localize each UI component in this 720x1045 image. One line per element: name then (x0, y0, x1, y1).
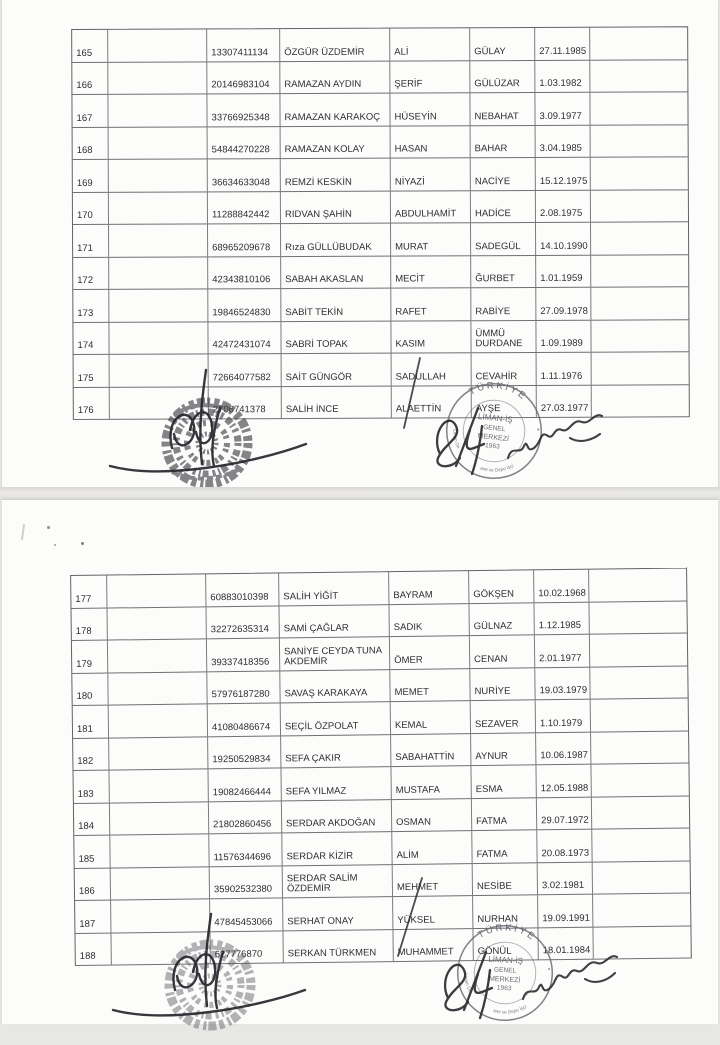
cell-father: SABAHATTİN (391, 734, 471, 766)
personnel-table-page-2 (70, 567, 692, 966)
cell-father: ALİM (392, 831, 472, 863)
cell-no: 173 (73, 290, 109, 322)
cell-mother: FATMA (472, 798, 537, 830)
cell-birth: 14.10.1990 (536, 223, 591, 255)
cell-name: SABRİ TOPAK (281, 321, 391, 353)
cell-mother: CEVAHİR (472, 353, 537, 385)
cell-mother: AYNUR (471, 733, 536, 765)
cell-no: 186 (75, 868, 111, 900)
cell-name: SERDAR AKDOĞAN (282, 800, 392, 833)
cell-sp2 (591, 698, 688, 731)
table-row (72, 92, 687, 127)
cell-id: 13307411134 (207, 29, 280, 61)
cell-mother: BAHAR (471, 125, 536, 157)
table-row (73, 222, 688, 257)
scan-smudge (21, 524, 25, 540)
cell-birth: 15.12.1975 (536, 158, 591, 190)
cell-sp1 (111, 867, 210, 900)
cell-mother: AYŞE (472, 385, 537, 417)
cell-birth: 12.05.1988 (536, 765, 591, 797)
cell-id: 35902532380 (210, 866, 283, 898)
cell-father: SADIK (389, 604, 469, 636)
cell-birth: 19.09.1991 (538, 895, 593, 927)
cell-mother: RABİYE (471, 288, 536, 320)
cell-id: 20146983104 (207, 62, 280, 94)
cell-birth: 2.01.1977 (535, 635, 590, 667)
cell-name: RAMAZAN KOLAY (281, 126, 391, 158)
diagonal-signature-icon (502, 396, 607, 471)
cell-father: OSMAN (392, 799, 472, 831)
cell-father: ALAETTİN (392, 386, 472, 418)
cell-name: ÖZGÜR ÜZDEMİR (280, 29, 390, 61)
table-row (73, 125, 688, 160)
cell-mother: NACİYE (471, 158, 536, 190)
cell-birth: 1.09.1989 (536, 320, 591, 352)
cell-sp2 (591, 731, 688, 764)
cell-mother: NURHAN (473, 895, 538, 927)
cell-sp1 (110, 802, 209, 835)
cell-birth: 18.01.1984 (538, 927, 593, 959)
cell-id: 19250529834 (208, 736, 281, 768)
cell-sp2 (592, 352, 689, 384)
cell-name: RAMAZAN AYDIN (280, 61, 390, 93)
ink-stamp-signature-icon (105, 910, 320, 1045)
cell-no: 188 (75, 933, 111, 965)
cell-id: 19846524830 (208, 289, 281, 321)
cell-mother: NEBAHAT (470, 93, 535, 125)
cell-sp2 (592, 828, 689, 861)
cell-no: 174 (73, 322, 109, 354)
cell-name: SEFA ÇAKIR (281, 735, 391, 768)
cell-name: SABİT TEKİN (281, 289, 391, 321)
cell-name: SAİT GÜNGÖR (282, 354, 392, 386)
cell-name: SALİH YİĞİT (279, 572, 389, 605)
cell-sp2 (592, 796, 689, 829)
cell-father: ÖMER (390, 636, 470, 668)
stamp-country-arc: TÜRKİYE (467, 380, 530, 403)
cell-birth: 1.12.1985 (534, 602, 589, 634)
cell-mother: NURİYE (470, 668, 535, 700)
stamp-bottom-arc: ane ve Depo İşçi (492, 1004, 528, 1016)
cell-mother: GÜLAY (470, 28, 535, 60)
pen-stroke-icon (392, 872, 428, 962)
table-row (72, 27, 687, 62)
cell-father: HÜSEYİN (390, 93, 470, 125)
diagonal-signature-icon (517, 937, 622, 1012)
cell-father: ABDULHAMİT (391, 191, 471, 223)
cell-no: 179 (72, 641, 108, 673)
cell-birth: 1.11.1976 (537, 353, 592, 385)
cell-father: KASIM (391, 321, 471, 353)
cell-father: MURAT (391, 223, 471, 255)
cell-name: SERDAR KİZİR (282, 832, 392, 865)
cell-id: 68965209678 (208, 224, 281, 256)
cell-mother: CENAN (470, 635, 535, 667)
cell-name: SAMİ ÇAĞLAR (279, 605, 389, 638)
cell-no: 172 (73, 257, 109, 289)
cell-name: SABAH AKASLAN (281, 256, 391, 288)
cell-mother: SEZAVER (471, 700, 536, 732)
cell-id: 54844270228 (208, 127, 281, 159)
stamp-star-left: * (448, 418, 452, 426)
cell-id: 60883010398 (206, 573, 279, 605)
cell-no: 183 (73, 771, 109, 803)
cell-name: SERKAN TÜRKMEN (283, 930, 393, 963)
cell-birth: 1.10.1979 (536, 700, 591, 732)
cell-sp2 (593, 893, 690, 926)
cell-id: 41080486674 (208, 703, 281, 735)
table-row (73, 157, 688, 192)
cell-no: 170 (73, 192, 109, 224)
cell-birth: 1.03.1982 (535, 60, 590, 92)
cell-no: 185 (74, 836, 110, 868)
cell-name: SAVAŞ KARAKAYA (280, 670, 390, 703)
document-page-1 (2, 0, 718, 487)
cell-mother: GÖKŞEN (469, 570, 534, 602)
cell-id: 42472431074 (208, 322, 281, 354)
cell-sp1 (110, 834, 209, 867)
cell-sp2 (591, 222, 688, 254)
cell-no: 168 (73, 127, 109, 159)
cell-birth: 27.11.1985 (535, 28, 590, 60)
cell-no: 176 (74, 387, 110, 419)
stamp-left-arc: Liman De (462, 973, 473, 994)
cell-father: HASAN (391, 126, 471, 158)
cell-sp2 (593, 861, 690, 894)
cell-sp2 (591, 255, 688, 287)
document-page-2 (2, 500, 718, 1024)
cell-no: 167 (72, 95, 108, 127)
cell-sp1 (107, 574, 206, 607)
cell-sp2 (590, 27, 687, 59)
cell-no: 165 (72, 30, 108, 62)
table-row (72, 60, 687, 95)
cell-father: MEMET (390, 669, 470, 701)
cell-id: 42343810106 (208, 257, 281, 289)
cell-no: 182 (73, 738, 109, 770)
cell-father: MEHMET (393, 864, 473, 896)
cell-sp2 (591, 287, 688, 319)
cell-birth: 29.07.1972 (537, 797, 592, 829)
cell-id: 32272635314 (206, 606, 279, 638)
cell-id: 11576344696 (209, 833, 282, 865)
cell-name: Rıza GÜLLÜBUDAK (281, 224, 391, 256)
cell-sp2 (590, 666, 687, 699)
cell-father: MUHAMMET (393, 929, 473, 961)
ink-stamp-signature-icon (102, 368, 317, 503)
cell-birth: 19.03.1979 (535, 667, 590, 699)
cell-sp2 (589, 568, 686, 601)
cell-mother: ÜMMÜ DURDANE (471, 320, 536, 352)
cell-mother: ESMA (471, 765, 536, 797)
stamp-org-name: LİMAN-İŞ (477, 411, 514, 425)
stamp-star-right: * (547, 967, 551, 975)
scan-speck (81, 542, 84, 545)
cell-name: RIDVAN ŞAHİN (281, 191, 391, 223)
cell-no: 166 (72, 62, 108, 94)
cell-id: 627776870 (210, 931, 283, 963)
cell-mother: GÜLÜZAR (470, 60, 535, 92)
cell-mother: FATMA (472, 830, 537, 862)
cell-sp1 (109, 704, 208, 737)
cell-id: 39337418356 (207, 638, 280, 670)
cell-name: SANİYE CEYDA TUNA AKDEMİR (280, 637, 390, 670)
cell-birth: 10.06.1987 (536, 732, 591, 764)
cell-id: 36634633048 (208, 159, 281, 191)
scan-speck (54, 544, 56, 546)
cell-sp1 (108, 94, 207, 126)
stamp-org-line2: GENEL (493, 966, 517, 975)
cell-father: MUSTAFA (391, 766, 471, 798)
cell-birth: 27.09.1978 (536, 288, 591, 320)
cell-id: 21802860456 (209, 801, 282, 833)
cell-sp1 (108, 62, 207, 94)
cell-sp1 (109, 127, 208, 159)
cell-name: RAMAZAN KARAKOÇ (280, 94, 390, 126)
cell-sp1 (107, 607, 206, 640)
cell-id: 47845453066 (210, 898, 283, 930)
cell-father: MECİT (391, 256, 471, 288)
cell-no: 180 (72, 673, 108, 705)
cell-name: SERHAT ONAY (283, 897, 393, 930)
cell-sp1 (109, 769, 208, 802)
cell-sp2 (591, 763, 688, 796)
scan-speck (47, 526, 50, 529)
cell-birth: 3.09.1977 (535, 93, 590, 125)
cell-sp1 (108, 29, 207, 61)
cell-mother: HADİCE (471, 190, 536, 222)
cell-mother: GÜLNAZ (469, 603, 534, 635)
cell-id: 72664077582 (209, 354, 282, 386)
cell-sp2 (589, 601, 686, 634)
stamp-org-line3: MERKEZİ (488, 974, 521, 985)
cell-id: 57976187280 (207, 671, 280, 703)
stamp-org-name: LİMAN-İŞ (488, 954, 524, 966)
personnel-table-page-1 (71, 26, 690, 420)
cell-id: 33766925348 (207, 94, 280, 126)
cell-father: BAYRAM (389, 571, 469, 603)
cell-name: SALİH İNCE (282, 386, 392, 418)
cell-no: 178 (71, 608, 107, 640)
cell-birth: 27.03.1977 (537, 385, 592, 417)
cell-name: SEFA YILMAZ (281, 767, 391, 800)
cell-father: KEMAL (391, 701, 471, 733)
cell-father: ŞERİF (390, 61, 470, 93)
cell-sp1 (109, 322, 208, 354)
stamp-year: 1963 (496, 984, 512, 993)
cell-sp1 (109, 289, 208, 321)
cell-father: ALİ (390, 28, 470, 60)
cell-mother: NESİBE (473, 863, 538, 895)
cell-id: 2706741378 (209, 387, 282, 419)
cell-sp1 (109, 257, 208, 289)
table-row (73, 287, 688, 322)
handwritten-initials-icon (434, 940, 504, 1020)
cell-sp1 (108, 639, 207, 672)
cell-sp2 (590, 92, 687, 124)
stamp-left-arc: Liman De (451, 429, 461, 450)
cell-sp1 (109, 159, 208, 191)
cell-no: 177 (71, 576, 107, 608)
cell-birth: 20.08.1973 (537, 830, 592, 862)
cell-id: 11288842442 (208, 192, 281, 224)
cell-sp1 (109, 224, 208, 256)
cell-birth: 1.01.1959 (536, 255, 591, 287)
handwritten-initials-icon (426, 396, 496, 476)
cell-father: NİYAZİ (391, 158, 471, 190)
stamp-country-arc: TÜRKİYE (475, 922, 539, 944)
cell-birth: 2.08.1975 (536, 190, 591, 222)
cell-father: YÜKSEL (393, 896, 473, 928)
stamp-org-line2: GENEL (482, 423, 506, 434)
cell-no: 181 (73, 706, 109, 738)
cell-name: SERDAR SALİM ÖZDEMİR (283, 865, 393, 898)
stamp-org-line3: MERKEZİ (477, 431, 510, 444)
cell-sp1 (109, 737, 208, 770)
cell-birth: 3.04.1985 (536, 125, 591, 157)
page-divider (0, 487, 720, 500)
stamp-bottom-arc: ane ve Depo İşçi (479, 463, 515, 474)
cell-father: RAFET (391, 288, 471, 320)
stamp-star-right: * (536, 427, 540, 435)
cell-no: 171 (73, 225, 109, 257)
table-row (73, 255, 688, 290)
cell-sp2 (591, 190, 688, 222)
cell-sp2 (591, 125, 688, 157)
cell-no: 169 (73, 160, 109, 192)
cell-id: 19082466444 (208, 768, 281, 800)
pen-stroke-icon (398, 352, 426, 434)
table-row (73, 190, 688, 225)
cell-sp2 (591, 320, 688, 352)
cell-sp2 (590, 633, 687, 666)
table-row (73, 320, 688, 355)
cell-sp1 (109, 192, 208, 224)
cell-sp1 (108, 672, 207, 705)
cell-father: SADULLAH (392, 353, 472, 385)
cell-birth: 10.02.1968 (534, 570, 589, 602)
stamp-year: 1963 (484, 442, 501, 451)
cell-no: 175 (74, 355, 110, 387)
cell-mother: SADEGÜL (471, 223, 536, 255)
cell-no: 187 (75, 901, 111, 933)
cell-no: 184 (74, 803, 110, 835)
cell-birth: 3.02.1981 (538, 862, 593, 894)
cell-sp2 (591, 157, 688, 189)
cell-mother: GÖNÜL (473, 928, 538, 960)
cell-sp2 (590, 60, 687, 92)
cell-name: SEÇİL ÖZPOLAT (281, 702, 391, 735)
cell-mother: ĞURBET (471, 255, 536, 287)
cell-name: REMZİ KESKİN (281, 159, 391, 191)
stamp-star-left: * (458, 962, 462, 970)
